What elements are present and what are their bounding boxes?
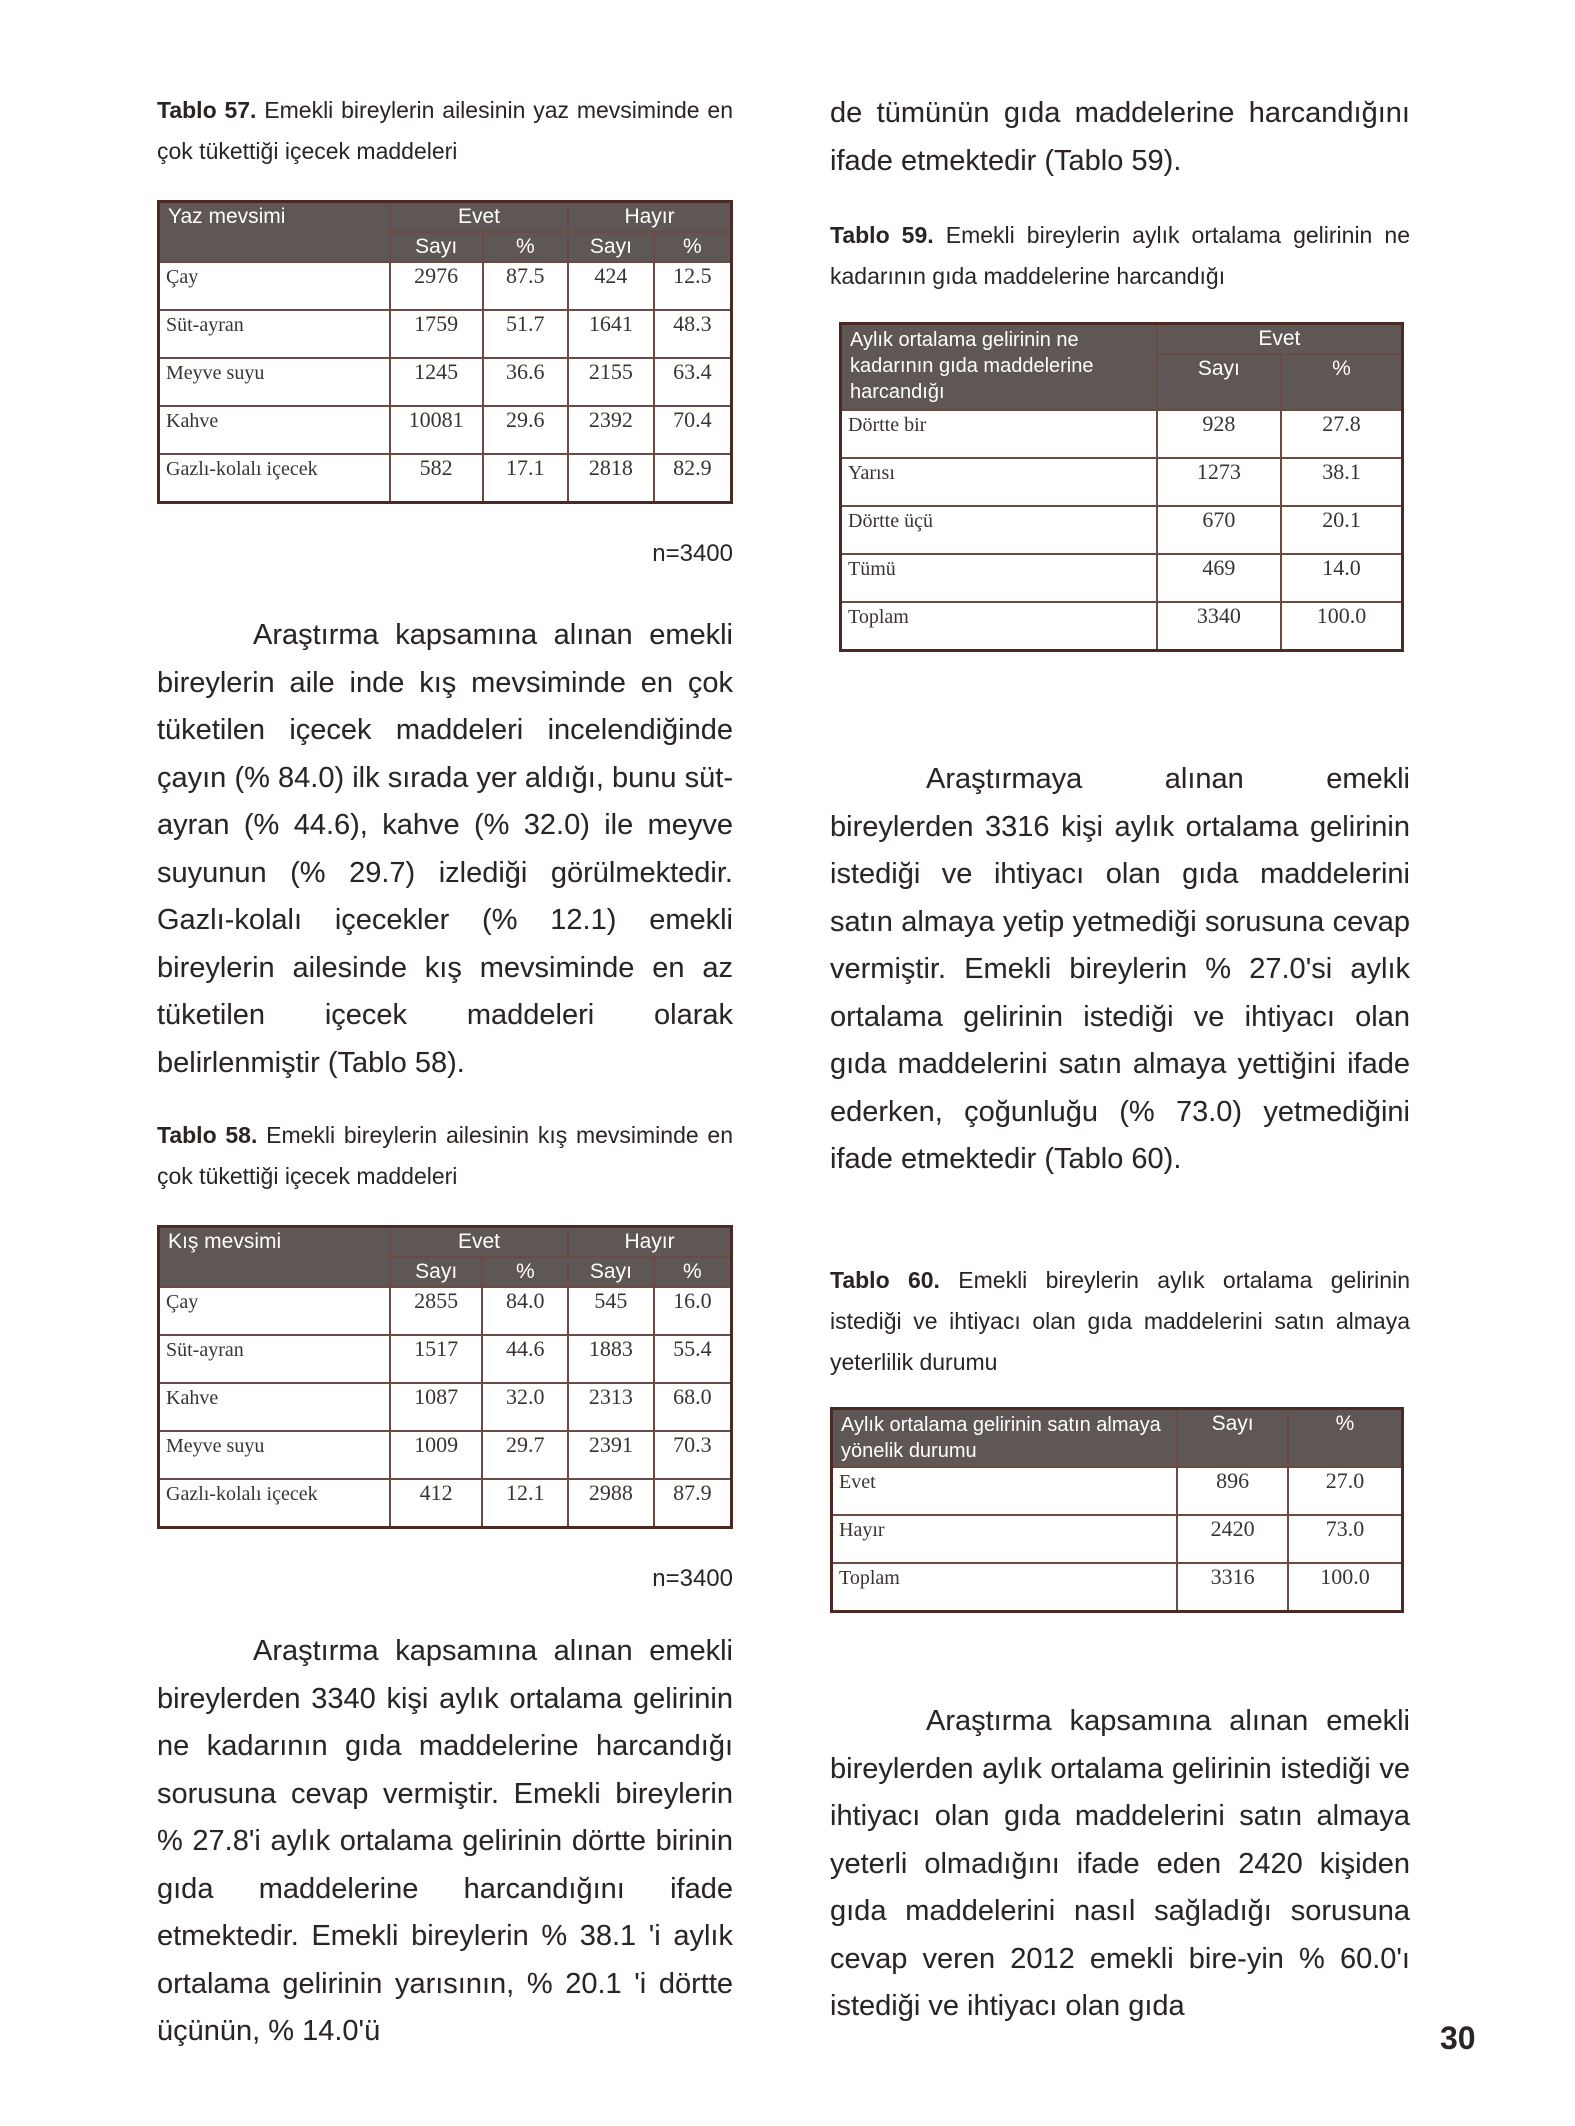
table-row — [159, 1335, 732, 1383]
yes-pct: 12.1 — [482, 1479, 568, 1527]
yes-pct: 87.5 — [483, 262, 569, 310]
no-pct: 63.4 — [654, 358, 732, 406]
table-58 — [157, 1225, 733, 1529]
no-count: 2818 — [568, 454, 654, 502]
no-pct: 70.4 — [654, 406, 732, 454]
count: 896 — [1177, 1467, 1288, 1515]
table-row — [159, 1479, 732, 1527]
table-57-caption — [157, 90, 733, 172]
header-category: Yaz mevsimi — [159, 202, 390, 263]
table-row — [159, 1287, 732, 1335]
table-58-sample-size: n=3400 — [652, 1565, 733, 1592]
pct: 20.1 — [1281, 506, 1402, 554]
table-row — [841, 458, 1403, 506]
table-row — [841, 602, 1403, 650]
header-count: Sayı — [1157, 354, 1281, 410]
header-no: Hayır — [568, 202, 731, 233]
table-row — [832, 1515, 1403, 1563]
caption-text: Emekli bireylerin ailesinin yaz mevsiminde en çok tükettiği içecek maddeleri — [157, 97, 733, 164]
table-row — [159, 1383, 732, 1431]
yes-count: 412 — [390, 1479, 483, 1527]
yes-count: 1517 — [390, 1335, 483, 1383]
no-count: 2988 — [568, 1479, 654, 1527]
yes-count: 582 — [390, 454, 483, 502]
header-pct: % — [482, 1257, 568, 1287]
header-pct: % — [654, 1257, 732, 1287]
pct: 14.0 — [1281, 554, 1402, 602]
count: 928 — [1157, 410, 1281, 458]
table-row — [159, 454, 732, 502]
table-row — [832, 1467, 1403, 1515]
row-label: Meyve suyu — [159, 1431, 390, 1479]
row-label: Yarısı — [841, 458, 1157, 506]
table-row — [159, 310, 732, 358]
yes-pct: 17.1 — [483, 454, 569, 502]
header-category: Aylık ortalama gelirinin ne kadarının gıda maddelerine harcandığı — [841, 324, 1157, 411]
yes-count: 2976 — [390, 262, 483, 310]
row-label: Kahve — [159, 1383, 390, 1431]
row-label: Gazlı-kolalı içecek — [159, 1479, 390, 1527]
paragraph-3: de tümünün gıda maddelerine harcandığını ifade etmektedir (Tablo 59). — [830, 97, 1410, 177]
count: 1273 — [1157, 458, 1281, 506]
no-count: 2155 — [568, 358, 654, 406]
yes-pct: 32.0 — [482, 1383, 568, 1431]
paragraph-1: Araştırma kapsamına alınan emekli bireylerin aile inde kış mevsiminde en çok tüketilen içecek maddeleri incelendiğinde çayın (% 84.0) ilk sırada yer aldığı, bunu süt-ayran (% 44.6), kahve (% 32.0) ile meyve suyunun (% 29.7) izlediği görülmektedir. Gazlı-kolalı içecekler (% 12.1) emekli bireylerin ailesinde kış mevsiminde en az tüketilen içecek maddeleri olarak belirlenmiştir (Tablo 58). — [157, 619, 733, 1079]
count: 3316 — [1177, 1563, 1288, 1611]
yes-count: 1759 — [390, 310, 483, 358]
count: 670 — [1157, 506, 1281, 554]
row-label: Meyve suyu — [159, 358, 390, 406]
no-count: 424 — [568, 262, 654, 310]
row-label: Gazlı-kolalı içecek — [159, 454, 390, 502]
header-count: Sayı — [568, 1257, 654, 1287]
header-count: Sayı — [1177, 1409, 1288, 1468]
header-category: Kış mevsimi — [159, 1227, 390, 1288]
no-count: 2313 — [568, 1383, 654, 1431]
row-label: Toplam — [832, 1563, 1178, 1611]
row-label: Hayır — [832, 1515, 1178, 1563]
no-pct: 68.0 — [654, 1383, 732, 1431]
no-pct: 48.3 — [654, 310, 732, 358]
yes-count: 1245 — [390, 358, 483, 406]
table-row — [159, 358, 732, 406]
row-label: Kahve — [159, 406, 390, 454]
no-count: 1641 — [568, 310, 654, 358]
row-label: Dörtte bir — [841, 410, 1157, 458]
no-count: 2392 — [568, 406, 654, 454]
count: 3340 — [1157, 602, 1281, 650]
header-pct: % — [483, 232, 569, 262]
caption-label: Tablo 60. — [830, 1267, 940, 1293]
no-count: 545 — [568, 1287, 654, 1335]
yes-pct: 29.7 — [482, 1431, 568, 1479]
row-label: Evet — [832, 1467, 1178, 1515]
no-pct: 87.9 — [654, 1479, 732, 1527]
count: 2420 — [1177, 1515, 1288, 1563]
table-59 — [839, 322, 1404, 652]
table-57 — [157, 200, 733, 504]
table-row — [159, 1431, 732, 1479]
table-60-caption — [830, 1260, 1410, 1383]
no-pct: 82.9 — [654, 454, 732, 502]
yes-pct: 44.6 — [482, 1335, 568, 1383]
caption-text: Emekli bireylerin aylık ortalama gelirinin ne kadarının gıda maddelerine harcandığı — [830, 222, 1410, 289]
row-label: Dörtte üçü — [841, 506, 1157, 554]
header-count: Sayı — [390, 1257, 483, 1287]
no-pct: 16.0 — [654, 1287, 732, 1335]
header-no: Hayır — [568, 1227, 731, 1258]
row-label: Toplam — [841, 602, 1157, 650]
no-count: 1883 — [568, 1335, 654, 1383]
table-row — [159, 262, 732, 310]
yes-pct: 36.6 — [483, 358, 569, 406]
header-category: Aylık ortalama gelirinin satın almaya yönelik durumu — [832, 1409, 1178, 1468]
row-label: Çay — [159, 262, 390, 310]
caption-text: Emekli bireylerin aylık ortalama gelirinin istediği ve ihtiyacı olan gıda maddelerini satın almaya yeterlilik durumu — [830, 1267, 1410, 1375]
table-58-caption — [157, 1115, 733, 1197]
paragraph-4: Araştırmaya alınan emekli bireylerden 3316 kişi aylık ortalama gelirinin istediği ve ihtiyacı olan gıda maddelerini satın almaya yetip yetmediği sorusuna cevap vermiştir. Emekli bireylerin % 27.0'si aylık ortalama gelirinin istediği ve ihtiyacı olan gıda maddelerini satın almaya yettiğini ifade ederken, çoğunluğu (% 73.0) yetmediğini ifade etmektedir (Tablo 60). — [830, 763, 1410, 1175]
table-row — [841, 554, 1403, 602]
paragraph-5: Araştırma kapsamına alınan emekli bireylerden aylık ortalama gelirinin istediği ve ihtiyacı olan gıda maddelerini satın almaya yeterli olmadığını ifade eden 2420 kişiden gıda maddelerini nasıl sağladığı sorusuna cevap veren 2012 emekli bire-yin % 60.0'ı istediği ve ihtiyacı olan gıda — [830, 1705, 1410, 2022]
table-57-sample-size: n=3400 — [652, 540, 733, 567]
pct: 73.0 — [1288, 1515, 1403, 1563]
page-number: 30 — [1440, 2020, 1476, 2056]
row-label: Süt-ayran — [159, 1335, 390, 1383]
yes-pct: 84.0 — [482, 1287, 568, 1335]
yes-pct: 51.7 — [483, 310, 569, 358]
header-pct: % — [654, 232, 732, 262]
yes-count: 2855 — [390, 1287, 483, 1335]
pct: 27.8 — [1281, 410, 1402, 458]
yes-count: 1087 — [390, 1383, 483, 1431]
caption-label: Tablo 58. — [157, 1122, 258, 1148]
row-label: Süt-ayran — [159, 310, 390, 358]
no-count: 2391 — [568, 1431, 654, 1479]
table-row — [841, 506, 1403, 554]
table-row — [832, 1563, 1403, 1611]
yes-count: 10081 — [390, 406, 483, 454]
table-row — [159, 406, 732, 454]
row-label: Tümü — [841, 554, 1157, 602]
table-60 — [830, 1407, 1404, 1613]
table-59-caption — [830, 215, 1410, 297]
pct: 27.0 — [1288, 1467, 1403, 1515]
header-yes: Evet — [390, 202, 568, 233]
table-row — [841, 410, 1403, 458]
no-pct: 70.3 — [654, 1431, 732, 1479]
header-pct: % — [1281, 354, 1402, 410]
paragraph-2: Araştırma kapsamına alınan emekli bireylerden 3340 kişi aylık ortalama gelirinin ne kadarının gıda maddelerine harcandığı sorusuna cevap vermiştir. Emekli bireylerin % 27.8'i aylık ortalama gelirinin dörtte birinin gıda maddelerine harcandığını ifade etmektedir. Emekli bireylerin % 38.1 'i aylık ortalama gelirinin yarısının, % 20.1 'i dörtte üçünün, % 14.0'ü — [157, 1635, 733, 2047]
pct: 100.0 — [1281, 602, 1402, 650]
pct: 100.0 — [1288, 1563, 1403, 1611]
header-pct: % — [1288, 1409, 1403, 1468]
row-label: Çay — [159, 1287, 390, 1335]
header-yes: Evet — [1157, 324, 1403, 355]
count: 469 — [1157, 554, 1281, 602]
yes-pct: 29.6 — [483, 406, 569, 454]
header-count: Sayı — [390, 232, 483, 262]
caption-label: Tablo 57. — [157, 97, 257, 123]
header-yes: Evet — [390, 1227, 568, 1258]
yes-count: 1009 — [390, 1431, 483, 1479]
caption-text: Emekli bireylerin ailesinin kış mevsiminde en çok tükettiği içecek maddeleri — [157, 1122, 734, 1189]
no-pct: 12.5 — [654, 262, 732, 310]
no-pct: 55.4 — [654, 1335, 732, 1383]
caption-label: Tablo 59. — [830, 222, 934, 248]
pct: 38.1 — [1281, 458, 1402, 506]
header-count: Sayı — [568, 232, 654, 262]
